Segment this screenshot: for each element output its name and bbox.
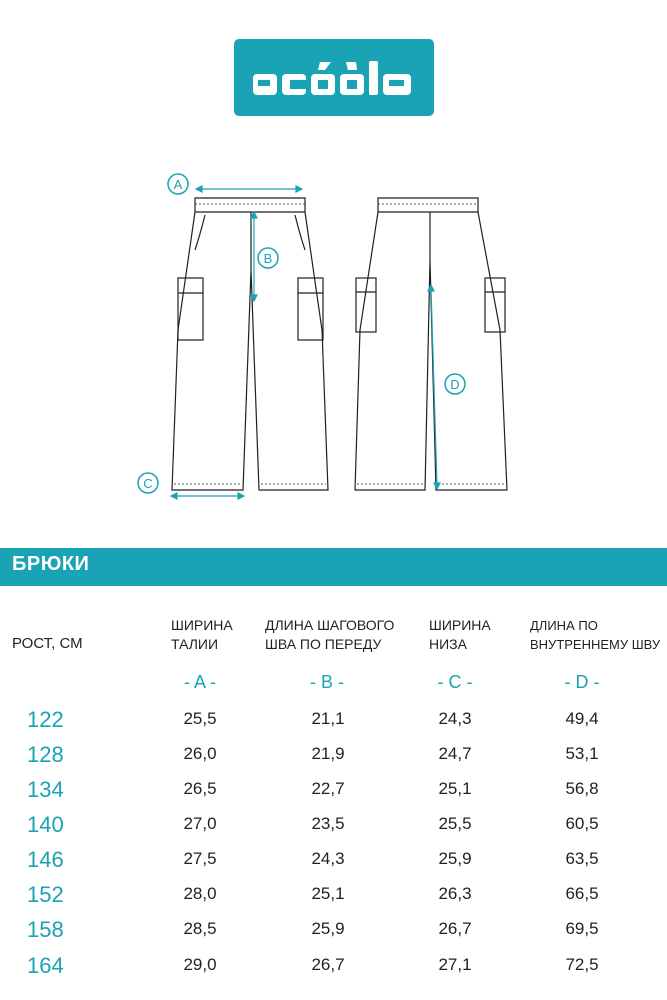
front-rise-cell: 25,9 — [311, 919, 345, 938]
front-rise-cell: 26,7 — [311, 955, 345, 974]
section-title: БРЮКИ — [12, 553, 90, 575]
height-cell: 122 — [27, 707, 64, 732]
hem-width-cell: 25,9 — [438, 849, 472, 868]
label-a: A — [173, 177, 183, 192]
table-row — [0, 917, 667, 952]
height-cell: 158 — [27, 917, 64, 942]
table-row — [0, 707, 667, 742]
section-banner — [0, 548, 667, 586]
logo-wordmark — [234, 39, 434, 116]
front-rise-cell: 23,5 — [311, 814, 345, 833]
waist-width-cell: 26,5 — [183, 779, 217, 798]
inseam-length-cell: 60,5 — [565, 814, 599, 833]
column-letter-c: - C - — [437, 672, 473, 692]
table-row — [0, 812, 667, 847]
hem-width-cell: 24,3 — [438, 709, 472, 728]
column-header-b: ДЛИНА ШАГОВОГО ШВА ПО ПЕРЕДУ — [265, 617, 395, 652]
waist-width-cell: 28,0 — [183, 884, 217, 903]
brand-logo — [234, 39, 434, 116]
column-letter-d: - D - — [564, 672, 600, 692]
label-d: D — [450, 377, 460, 392]
inseam-length-cell: 56,8 — [565, 779, 599, 798]
hem-width-cell: 26,7 — [438, 919, 472, 938]
height-cell: 152 — [27, 882, 64, 907]
label-c: C — [143, 476, 153, 491]
table-row — [0, 882, 667, 917]
pants-back — [355, 198, 507, 490]
waist-width-cell: 27,5 — [183, 849, 217, 868]
hem-width-cell: 24,7 — [438, 744, 472, 763]
table-row — [0, 953, 667, 988]
label-a-marker — [168, 174, 188, 194]
front-rise-cell: 25,1 — [311, 884, 345, 903]
waist-width-cell: 27,0 — [183, 814, 217, 833]
table-row — [0, 742, 667, 777]
waist-width-cell: 26,0 — [183, 744, 217, 763]
column-header-d: ДЛИНА ПО ВНУТРЕННЕМУ ШВУ — [530, 618, 661, 652]
front-rise-cell: 21,9 — [311, 744, 345, 763]
inseam-length-cell: 72,5 — [565, 955, 599, 974]
column-header-c: ШИРИНА НИЗА — [429, 617, 491, 652]
pants-front — [172, 198, 328, 490]
height-cell: 134 — [27, 777, 64, 802]
waist-width-cell: 25,5 — [183, 709, 217, 728]
front-rise-cell: 24,3 — [311, 849, 345, 868]
label-b: B — [263, 251, 273, 266]
hem-width-cell: 27,1 — [438, 955, 472, 974]
measure-d-line — [431, 288, 437, 486]
pants-diagram — [0, 160, 667, 510]
label-d-marker — [445, 374, 465, 394]
inseam-length-cell: 66,5 — [565, 884, 599, 903]
height-cell: 128 — [27, 742, 64, 767]
height-cell: 164 — [27, 953, 64, 978]
hem-width-cell: 25,1 — [438, 779, 472, 798]
inseam-length-cell: 69,5 — [565, 919, 599, 938]
table-row — [0, 777, 667, 812]
label-b-marker — [258, 248, 278, 268]
front-rise-cell: 22,7 — [311, 779, 345, 798]
label-c-marker — [138, 473, 158, 493]
column-header-a: ШИРИНА ТАЛИИ — [171, 617, 233, 652]
inseam-length-cell: 63,5 — [565, 849, 599, 868]
inseam-length-cell: 49,4 — [565, 709, 599, 728]
inseam-length-cell: 53,1 — [565, 744, 599, 763]
hem-width-cell: 26,3 — [438, 884, 472, 903]
front-rise-cell: 21,1 — [311, 709, 345, 728]
height-cell: 146 — [27, 847, 64, 872]
column-letter-b: - B - — [310, 672, 344, 692]
table-row — [0, 847, 667, 882]
column-letter-a: - A - — [183, 672, 216, 692]
row-header: РОСТ, СМ — [12, 635, 83, 652]
height-cell: 140 — [27, 812, 64, 837]
hem-width-cell: 25,5 — [438, 814, 472, 833]
waist-width-cell: 28,5 — [183, 919, 217, 938]
waist-width-cell: 29,0 — [183, 955, 217, 974]
